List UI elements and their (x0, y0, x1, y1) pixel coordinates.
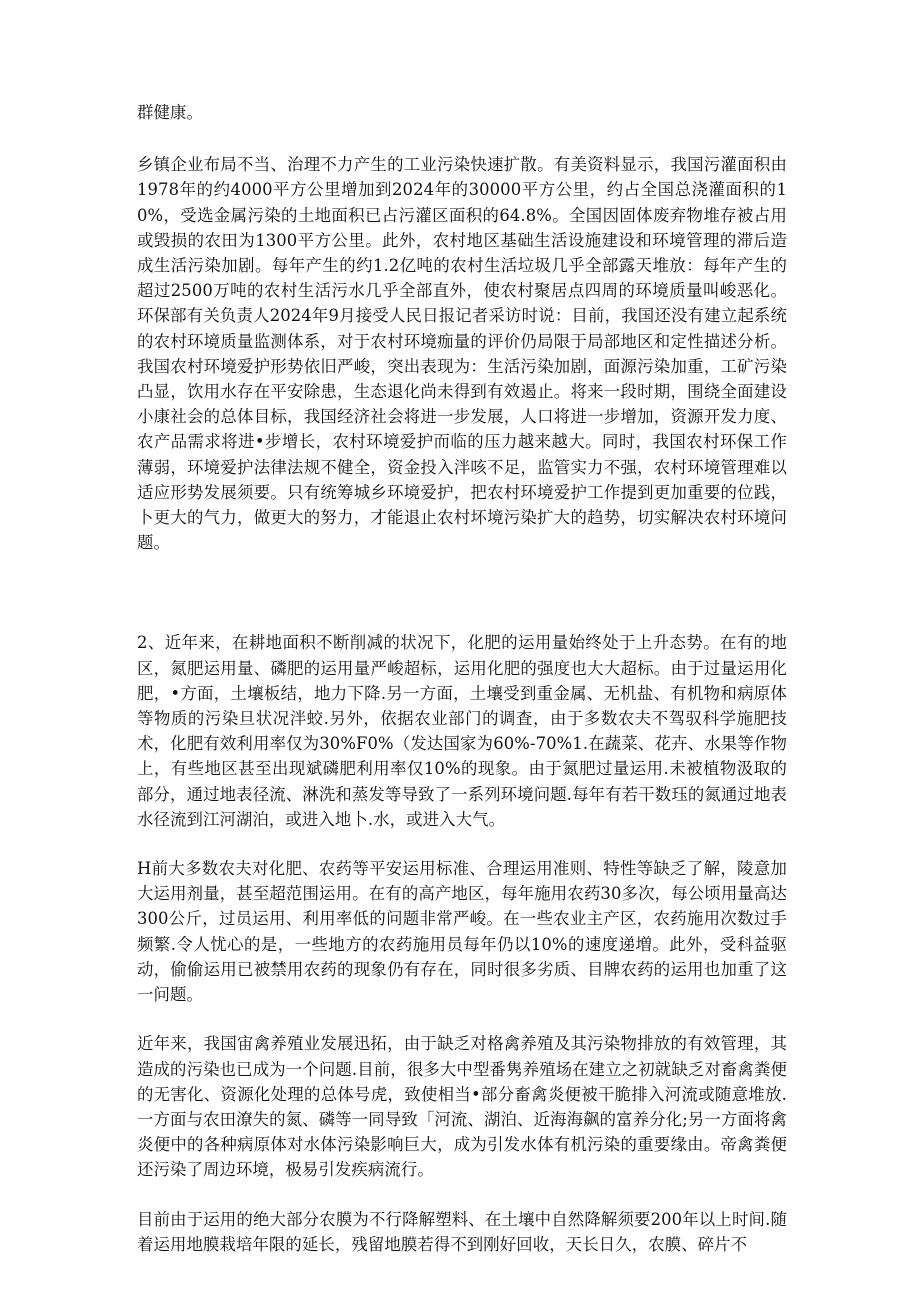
paragraph-6: 目前由于运用的绝大部分农膜为不行降解塑料、在土壤中自然降解须要200年以上时间.随着运用地膜栽培年限的延长，残留地膜若得不到刚好回收，天长日久，农膜、碎片不 (137, 1209, 787, 1254)
paragraph-3: 2、近年来，在耕地面积不断削减的状况下，化肥的运用量始终处于上升态势。在有的地区，氮肥运用量、磷肥的运用量严峻超标，运用化肥的强度也大大超标。由于过量运用化肥，•方面，土壤板结，地力下降.另一方面，土壤受到重金属、无机盐、有机物和病原体等物质的污染旦状况泮蛟.另外，依据农业部门的调査，由于多数农夫不驾驭科学施肥技术，化肥有效利用率仅为30%F0%（发达国家为60%-70%1.在蔬菜、花卉、水果等作物上，有些地区甚至出现斌磷肥利用率仅10%的现象。由于氮肥过量运用.未被植物汲取的部分，通过地表径流、淋洗和蒸发等导致了一系列环境问题.每年有若干数珏的氮通过地表水径流到江河湖泊，或进入地卜.水，或进入大气。 (137, 633, 787, 829)
paragraph-5: 近年来，我国宙禽养殖业发展迅拓，由于缺乏对格禽养殖及其污染物排放的有效管理，其造成的污染也已成为一个问题.目前，很多大中型番隽养殖场在建立之初就缺乏对畜禽粪便的无害化、资源化处理的总体号虎，致使相当•部分畜禽炎便被干脆排入河流或随意堆放.一方面与农田潦失的氮、磷等一同导致「河流、湖泊、近海海飙的富养分化;另一方面将禽炎便中的各种病原体对水体污染影响巨大，成为引发水体有机污染的重要缘由。帝禽粪便还污染了周边环境，极易引发疾病流行。 (137, 1034, 787, 1180)
paragraph-1: 群健康。 (137, 103, 203, 122)
paragraph-2: 乡镇企业布局不当、治理不力产生的工业污染快速扩散。有美资料显示，我国污灌面积由1978年的约4000平方公里增加到2024年的30000平方公里，约占全国总浇灌面积的10%，受选金属污染的土地面积已占污灌区面积的64.8%。全国因固体废弃物堆存被占用或毁损的农田为1300平方公里。此外，农村地区基础生活设施建设和环境管理的滞后造成生活污染加剧。每年产生的约1.2亿吨的农村生活垃圾几乎全部露天堆放：每年产生的超过2500万吨的农村生活污水几乎全部直外，使农村聚居点四周的环境质量叫峻恶化。环保部有关负责人2024年9月接受人民日报记者采访时说：目前，我国还没有建立起系统的农村环境质量监测体系，对于农村环境痂量的评价仍局限于局部地区和定性描述分析。我国农村环境爱护形势依旧严峻，突出表现为：生活污染加剧，面源污染加重，工矿污染凸显，饮用水存在平安除患，生态退化尚未得到有效遏止。将来一段时期，围绕全面建设小康社会的总体目标，我国经济社会将进一步发展，人口将进一步增加，资源开发力度、农产品需求将进•步增长，农村环境爱护而临的压力越来越大。同时，我国农村环保工作薄弱，环境爱护法律法规不健全，资金投入泮咳不足，监管实力不强，农村环境管理难以适应形势发展须要。只有统筹城乡环境爱护，把农村环境爱护工作提到更加重要的位践，卜更大的气力，做更大的努力，才能退止农村坏境污染扩大的趋势，切实解决农村环境问题。 (137, 155, 787, 553)
document-page (137, 100, 787, 1281)
paragraph-4: H前大多数农夫对化肥、农药等平安运用标准、合理运用准则、特性等缺乏了解，陵意加大运用剂量，甚至超范围运用。在有的高产地区，每年施用农药30多次，每公顷用量高达300公斤，过员运用、利用率低的问题非常严峻。在一些农业主产区，农药施用次数过手频繁.令人忧心的是，一些地方的农药施用员每年仍以10%的速度递増。此外，受科益驱动，偷偷运用已被禁用农药的现象仍有存在，同时很多劣质、目牌农药的运用也加重了这一问题。 (137, 859, 787, 1005)
